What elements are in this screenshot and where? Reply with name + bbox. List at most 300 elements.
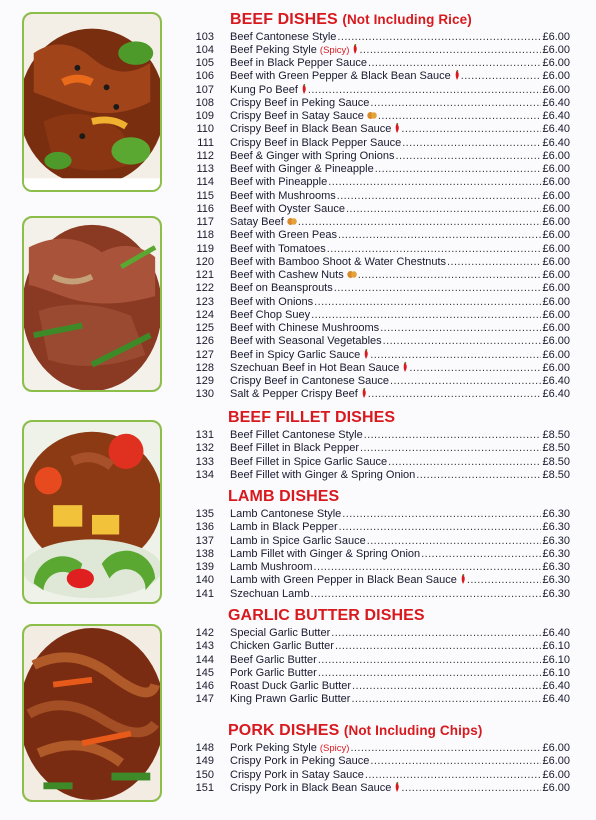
chili-icon bbox=[394, 123, 400, 133]
item-name bbox=[230, 203, 345, 216]
chili-icon bbox=[460, 574, 466, 584]
item-price: £6.10 bbox=[542, 640, 570, 653]
dot-leader bbox=[334, 282, 542, 295]
item-line bbox=[230, 31, 570, 44]
dot-leader bbox=[421, 548, 541, 561]
section-subtitle: (Not Including Chips) bbox=[343, 723, 483, 738]
item-line bbox=[230, 163, 570, 176]
dot-leader bbox=[375, 163, 542, 176]
item-line bbox=[230, 388, 570, 401]
item-number: 143 bbox=[195, 640, 214, 653]
item-name-text: Crispy Pork in Black Bean Sauce bbox=[230, 781, 392, 794]
dot-leader bbox=[370, 349, 541, 362]
item-line bbox=[230, 574, 570, 587]
dot-leader bbox=[370, 755, 541, 768]
item-number: 130 bbox=[195, 388, 214, 401]
menu-item-row bbox=[190, 375, 570, 388]
menu-item-row bbox=[190, 335, 570, 348]
item-name bbox=[230, 70, 460, 83]
section-subtitle: (Not Including Rice) bbox=[342, 12, 472, 27]
dot-leader bbox=[328, 176, 541, 189]
chili-icon bbox=[301, 84, 307, 94]
section-heading-garlic-butter bbox=[228, 607, 425, 625]
item-price: £6.00 bbox=[542, 216, 570, 228]
item-price: £6.30 bbox=[542, 547, 570, 560]
item-name-text: Lamb in Spice Garlic Sauce bbox=[230, 534, 366, 547]
item-name-text: Beef with Onions bbox=[230, 295, 314, 308]
dot-leader bbox=[402, 137, 541, 150]
item-number: 150 bbox=[195, 768, 214, 781]
item-price: £6.00 bbox=[542, 43, 570, 56]
item-line bbox=[230, 362, 570, 375]
item-name bbox=[230, 508, 341, 521]
item-name-text: Beef Fillet with Ginger & Spring Onion bbox=[230, 468, 416, 481]
item-price: £6.40 bbox=[542, 136, 570, 149]
item-name bbox=[230, 627, 330, 640]
dot-leader bbox=[401, 782, 541, 795]
dot-leader bbox=[318, 654, 542, 667]
food-photo-beef-pepper bbox=[22, 12, 162, 192]
item-line bbox=[230, 769, 570, 782]
item-price: £6.00 bbox=[542, 269, 570, 281]
menu-item-row bbox=[190, 150, 570, 163]
menu-item-row bbox=[190, 309, 570, 322]
item-name-text: Crispy Beef in Black Pepper Sauce bbox=[230, 136, 402, 149]
item-price: £6.00 bbox=[542, 229, 570, 242]
item-price: £6.40 bbox=[542, 123, 570, 136]
menu-item-row bbox=[190, 535, 570, 548]
item-name-text: Beef with Ginger & Pineapple bbox=[230, 163, 374, 175]
chili-icon bbox=[402, 362, 408, 372]
item-number: 109 bbox=[195, 110, 214, 122]
item-name-text: Beef with Pineapple bbox=[230, 176, 328, 189]
item-price: £6.00 bbox=[542, 295, 570, 308]
item-price: £6.00 bbox=[542, 30, 570, 43]
item-price: £6.30 bbox=[542, 521, 570, 534]
menu-item-row bbox=[190, 190, 570, 203]
item-line bbox=[230, 508, 570, 521]
item-number: 151 bbox=[195, 781, 214, 794]
item-number: 137 bbox=[195, 534, 214, 547]
item-line bbox=[230, 680, 570, 693]
chili-icon bbox=[361, 388, 367, 398]
menu-item-row bbox=[190, 755, 570, 768]
item-price: £6.30 bbox=[542, 574, 570, 587]
dot-leader bbox=[308, 84, 542, 97]
dot-leader bbox=[416, 469, 541, 482]
item-price: £6.00 bbox=[542, 768, 570, 781]
item-price: £6.00 bbox=[542, 361, 570, 374]
dot-leader bbox=[388, 456, 541, 469]
item-price: £6.00 bbox=[542, 242, 570, 255]
food-photo-crispy-beef bbox=[22, 624, 162, 802]
item-name bbox=[230, 521, 338, 534]
item-name-text: Beef Garlic Butter bbox=[230, 653, 317, 666]
food-photo-beef-pineapple bbox=[22, 420, 162, 604]
dot-leader bbox=[314, 296, 541, 309]
item-price: £6.00 bbox=[542, 163, 570, 175]
item-price: £6.00 bbox=[542, 176, 570, 189]
item-price: £6.00 bbox=[542, 149, 570, 162]
dot-leader bbox=[327, 243, 542, 256]
menu-item-row bbox=[190, 548, 570, 561]
item-number: 119 bbox=[196, 242, 214, 255]
menu-item-row bbox=[190, 123, 570, 136]
section-title: BEEF DISHES bbox=[230, 11, 338, 28]
menu-item-row bbox=[190, 561, 570, 574]
dot-leader bbox=[383, 335, 542, 348]
item-name bbox=[230, 110, 377, 123]
section-heading-beef bbox=[230, 11, 472, 29]
item-name bbox=[230, 31, 336, 44]
item-number: 107 bbox=[195, 83, 214, 96]
item-name bbox=[230, 654, 317, 667]
item-price: £8.50 bbox=[542, 468, 570, 481]
dot-leader bbox=[467, 574, 542, 587]
item-line bbox=[230, 137, 570, 150]
spicy-tag: (Spicy) bbox=[319, 44, 350, 56]
dot-leader bbox=[350, 742, 541, 755]
item-number: 124 bbox=[195, 308, 214, 321]
dot-leader bbox=[401, 123, 541, 136]
item-name-text: Crispy Pork in Satay Sauce bbox=[230, 768, 364, 781]
section-title: LAMB DISHES bbox=[228, 488, 340, 505]
item-name-text: Chicken Garlic Butter bbox=[230, 640, 334, 653]
item-name bbox=[230, 388, 367, 401]
menu-item-row bbox=[190, 574, 570, 587]
menu-item-row bbox=[190, 137, 570, 150]
item-name-text: Beef with Green Peas bbox=[230, 229, 338, 242]
item-name-text: Roast Duck Garlic Butter bbox=[230, 680, 352, 692]
item-price: £6.10 bbox=[542, 666, 570, 679]
item-price: £6.40 bbox=[542, 375, 570, 387]
menu-item-row bbox=[190, 508, 570, 521]
item-line bbox=[230, 521, 570, 534]
item-name-text: Pork Garlic Butter bbox=[230, 666, 317, 679]
item-name bbox=[230, 375, 389, 388]
menu-item-row bbox=[190, 693, 570, 706]
item-number: 140 bbox=[195, 574, 214, 587]
item-name bbox=[230, 163, 374, 176]
item-price: £6.00 bbox=[542, 189, 570, 202]
item-name bbox=[230, 256, 446, 269]
item-name bbox=[230, 269, 357, 282]
dot-leader bbox=[365, 769, 542, 782]
item-name bbox=[230, 150, 394, 163]
item-number: 138 bbox=[195, 547, 214, 560]
dot-leader bbox=[338, 229, 541, 242]
spicy-tag: (Spicy) bbox=[319, 743, 350, 754]
dot-leader bbox=[409, 362, 541, 375]
section-heading-beef-fillet bbox=[228, 409, 395, 427]
chili-icon bbox=[352, 44, 358, 54]
item-price: £6.00 bbox=[542, 742, 570, 754]
item-name bbox=[230, 216, 297, 229]
dot-leader bbox=[368, 57, 541, 70]
item-price: £6.30 bbox=[542, 508, 570, 520]
item-number: 112 bbox=[196, 149, 214, 162]
menu-item-row bbox=[190, 163, 570, 176]
item-line bbox=[230, 97, 570, 110]
item-name-text: Lamb in Black Pepper bbox=[230, 521, 338, 534]
section-title: GARLIC BUTTER DISHES bbox=[228, 607, 425, 624]
item-number: 144 bbox=[195, 653, 214, 666]
menu-item-row bbox=[190, 469, 570, 482]
item-line bbox=[230, 349, 570, 362]
item-number: 131 bbox=[195, 429, 214, 441]
item-price: £6.40 bbox=[542, 96, 570, 109]
menu-item-row bbox=[190, 667, 570, 680]
menu-item-row bbox=[190, 322, 570, 335]
item-price: £6.00 bbox=[542, 70, 570, 83]
item-line bbox=[230, 203, 570, 216]
item-price: £6.00 bbox=[542, 348, 570, 361]
item-line bbox=[230, 256, 570, 269]
item-number: 149 bbox=[195, 755, 214, 768]
item-line bbox=[230, 123, 570, 136]
peanut-icon bbox=[347, 270, 357, 279]
dot-leader bbox=[390, 375, 541, 388]
item-name-text: Beef Cantonese Style bbox=[230, 30, 337, 43]
menu-item-row bbox=[190, 84, 570, 97]
item-name bbox=[230, 44, 358, 57]
item-name-text: Beef Fillet in Spice Garlic Sauce bbox=[230, 455, 388, 468]
item-line bbox=[230, 442, 570, 455]
dot-leader bbox=[368, 388, 542, 401]
item-name-text: Beef on Beansprouts bbox=[230, 282, 333, 295]
item-number: 117 bbox=[196, 216, 214, 228]
item-number: 147 bbox=[195, 693, 214, 706]
item-line bbox=[230, 57, 570, 70]
item-price: £8.50 bbox=[542, 429, 570, 441]
menu-item-row bbox=[190, 243, 570, 256]
item-number: 142 bbox=[195, 627, 214, 639]
chili-icon bbox=[454, 70, 460, 80]
item-line bbox=[230, 640, 570, 653]
item-number: 139 bbox=[195, 561, 214, 573]
item-price: £6.00 bbox=[542, 335, 570, 348]
menu-item-row bbox=[190, 521, 570, 534]
item-number: 121 bbox=[195, 269, 214, 281]
menu-item-row bbox=[190, 44, 570, 57]
item-name-text: Beef with Green Pepper & Black Bean Sauce bbox=[230, 70, 451, 83]
menu-item-row bbox=[190, 742, 570, 755]
item-name bbox=[230, 667, 317, 680]
peanut-icon bbox=[287, 217, 297, 226]
dot-leader bbox=[331, 627, 541, 640]
item-name bbox=[230, 349, 369, 362]
menu-item-row bbox=[190, 229, 570, 242]
item-name bbox=[230, 57, 367, 70]
item-name-text: Beef Peking Style bbox=[230, 43, 317, 56]
item-name-text: Beef with Oyster Sauce bbox=[230, 202, 345, 215]
menu-item-row bbox=[190, 256, 570, 269]
dot-leader bbox=[311, 588, 542, 601]
item-price: £6.30 bbox=[542, 561, 570, 573]
menu-item-row bbox=[190, 588, 570, 601]
item-line bbox=[230, 335, 570, 348]
dot-leader bbox=[380, 322, 541, 335]
item-name-text: Pork Peking Style bbox=[230, 742, 317, 754]
item-name bbox=[230, 84, 307, 97]
menu-item-row bbox=[190, 782, 570, 795]
dot-leader bbox=[318, 667, 542, 680]
item-line bbox=[230, 70, 570, 83]
item-name bbox=[230, 588, 310, 601]
item-price: £6.30 bbox=[542, 534, 570, 547]
item-name bbox=[230, 429, 363, 442]
menu-item-row bbox=[190, 282, 570, 295]
item-name bbox=[230, 123, 400, 136]
item-line bbox=[230, 755, 570, 768]
dot-leader bbox=[314, 561, 542, 574]
item-name-text: King Prawn Garlic Butter bbox=[230, 693, 351, 706]
item-number: 133 bbox=[195, 455, 214, 468]
dot-leader bbox=[337, 31, 541, 44]
item-line bbox=[230, 84, 570, 97]
menu-item-row bbox=[190, 442, 570, 455]
item-line bbox=[230, 269, 570, 282]
menu-item-row bbox=[190, 57, 570, 70]
item-name-text: Beef with Seasonal Vegetables bbox=[230, 335, 382, 348]
item-name-text: Kung Po Beef bbox=[230, 83, 298, 96]
dot-leader bbox=[395, 150, 541, 163]
item-price: £6.00 bbox=[542, 308, 570, 321]
item-price: £6.40 bbox=[542, 693, 570, 706]
item-price: £6.00 bbox=[542, 322, 570, 334]
food-photo-beef-onion bbox=[22, 216, 162, 392]
item-line bbox=[230, 309, 570, 322]
dot-leader bbox=[311, 309, 541, 322]
item-number: 103 bbox=[195, 30, 214, 43]
item-name-text: Satay Beef bbox=[230, 216, 284, 228]
item-price: £6.40 bbox=[542, 627, 570, 639]
dot-leader bbox=[346, 203, 542, 216]
menu-item-row bbox=[190, 769, 570, 782]
item-line bbox=[230, 375, 570, 388]
item-number: 113 bbox=[196, 163, 214, 175]
item-price: £6.00 bbox=[542, 255, 570, 268]
item-number: 132 bbox=[195, 442, 214, 455]
item-line bbox=[230, 150, 570, 163]
item-name bbox=[230, 176, 327, 189]
item-line bbox=[230, 535, 570, 548]
item-number: 148 bbox=[195, 742, 214, 754]
dot-leader bbox=[447, 256, 541, 269]
item-name-text: Crispy Pork in Peking Sauce bbox=[230, 755, 370, 768]
item-price: £6.40 bbox=[542, 388, 570, 401]
item-number: 135 bbox=[195, 508, 214, 520]
item-name bbox=[230, 742, 349, 755]
item-number: 126 bbox=[195, 335, 214, 348]
item-line bbox=[230, 216, 570, 229]
item-name-text: Szechuan Lamb bbox=[230, 587, 310, 600]
item-line bbox=[230, 742, 570, 755]
section-title: BEEF FILLET DISHES bbox=[228, 409, 396, 426]
item-name bbox=[230, 296, 313, 309]
item-name bbox=[230, 755, 369, 768]
item-line bbox=[230, 110, 570, 123]
item-price: £6.00 bbox=[542, 57, 570, 69]
item-number: 104 bbox=[195, 43, 214, 56]
item-number: 108 bbox=[195, 96, 214, 109]
menu-item-row bbox=[190, 349, 570, 362]
item-name bbox=[230, 782, 400, 795]
item-line bbox=[230, 282, 570, 295]
item-name bbox=[230, 574, 466, 587]
item-price: £8.50 bbox=[542, 455, 570, 468]
item-number: 116 bbox=[196, 202, 214, 215]
item-name bbox=[230, 309, 310, 322]
item-price: £6.00 bbox=[542, 282, 570, 295]
item-name-text: Lamb Cantonese Style bbox=[230, 508, 342, 520]
item-name-text: Beef in Black Pepper Sauce bbox=[230, 57, 367, 69]
menu-item-row bbox=[190, 388, 570, 401]
item-name bbox=[230, 469, 415, 482]
item-name-text: Beef with Mushrooms bbox=[230, 189, 336, 202]
item-name-text: Crispy Beef in Satay Sauce bbox=[230, 110, 364, 122]
item-name bbox=[230, 548, 420, 561]
item-price: £6.00 bbox=[542, 781, 570, 794]
item-name-text: Beef with Tomatoes bbox=[230, 242, 326, 255]
item-line bbox=[230, 243, 570, 256]
item-name-text: Beef & Ginger with Spring Onions bbox=[230, 149, 395, 162]
item-price: £6.10 bbox=[542, 653, 570, 666]
item-line bbox=[230, 322, 570, 335]
menu-item-row bbox=[190, 269, 570, 282]
item-number: 122 bbox=[195, 282, 214, 295]
item-name-text: Salt & Pepper Crispy Beef bbox=[230, 388, 358, 401]
item-line bbox=[230, 176, 570, 189]
dot-leader bbox=[335, 640, 542, 653]
item-price: £8.50 bbox=[542, 442, 570, 455]
item-line bbox=[230, 627, 570, 640]
item-number: 136 bbox=[195, 521, 214, 534]
menu-item-row bbox=[190, 429, 570, 442]
item-number: 129 bbox=[195, 375, 214, 387]
item-number: 110 bbox=[196, 123, 214, 136]
item-name bbox=[230, 456, 387, 469]
item-name-text: Beef Fillet Cantonese Style bbox=[230, 429, 363, 441]
item-name bbox=[230, 335, 382, 348]
item-line bbox=[230, 469, 570, 482]
item-number: 141 bbox=[195, 587, 214, 600]
section-heading-pork bbox=[228, 722, 482, 740]
dot-leader bbox=[342, 508, 541, 521]
dot-leader bbox=[298, 216, 542, 229]
item-price: £6.40 bbox=[542, 110, 570, 122]
item-number: 127 bbox=[195, 348, 214, 361]
item-line bbox=[230, 296, 570, 309]
dot-leader bbox=[359, 44, 541, 57]
item-name bbox=[230, 640, 334, 653]
chili-icon bbox=[363, 349, 369, 359]
dot-leader bbox=[461, 70, 542, 83]
dot-leader bbox=[339, 521, 542, 534]
menu-item-row bbox=[190, 680, 570, 693]
item-name bbox=[230, 229, 337, 242]
item-name bbox=[230, 282, 333, 295]
dot-leader bbox=[364, 429, 542, 442]
item-number: 123 bbox=[195, 295, 214, 308]
menu-item-row bbox=[190, 627, 570, 640]
dot-leader bbox=[360, 442, 541, 455]
item-name-text: Beef with Chinese Mushrooms bbox=[230, 322, 380, 334]
item-number: 114 bbox=[196, 176, 214, 189]
item-line bbox=[230, 693, 570, 706]
item-price: £6.30 bbox=[542, 587, 570, 600]
item-name-text: Crispy Beef in Cantonese Sauce bbox=[230, 375, 389, 387]
